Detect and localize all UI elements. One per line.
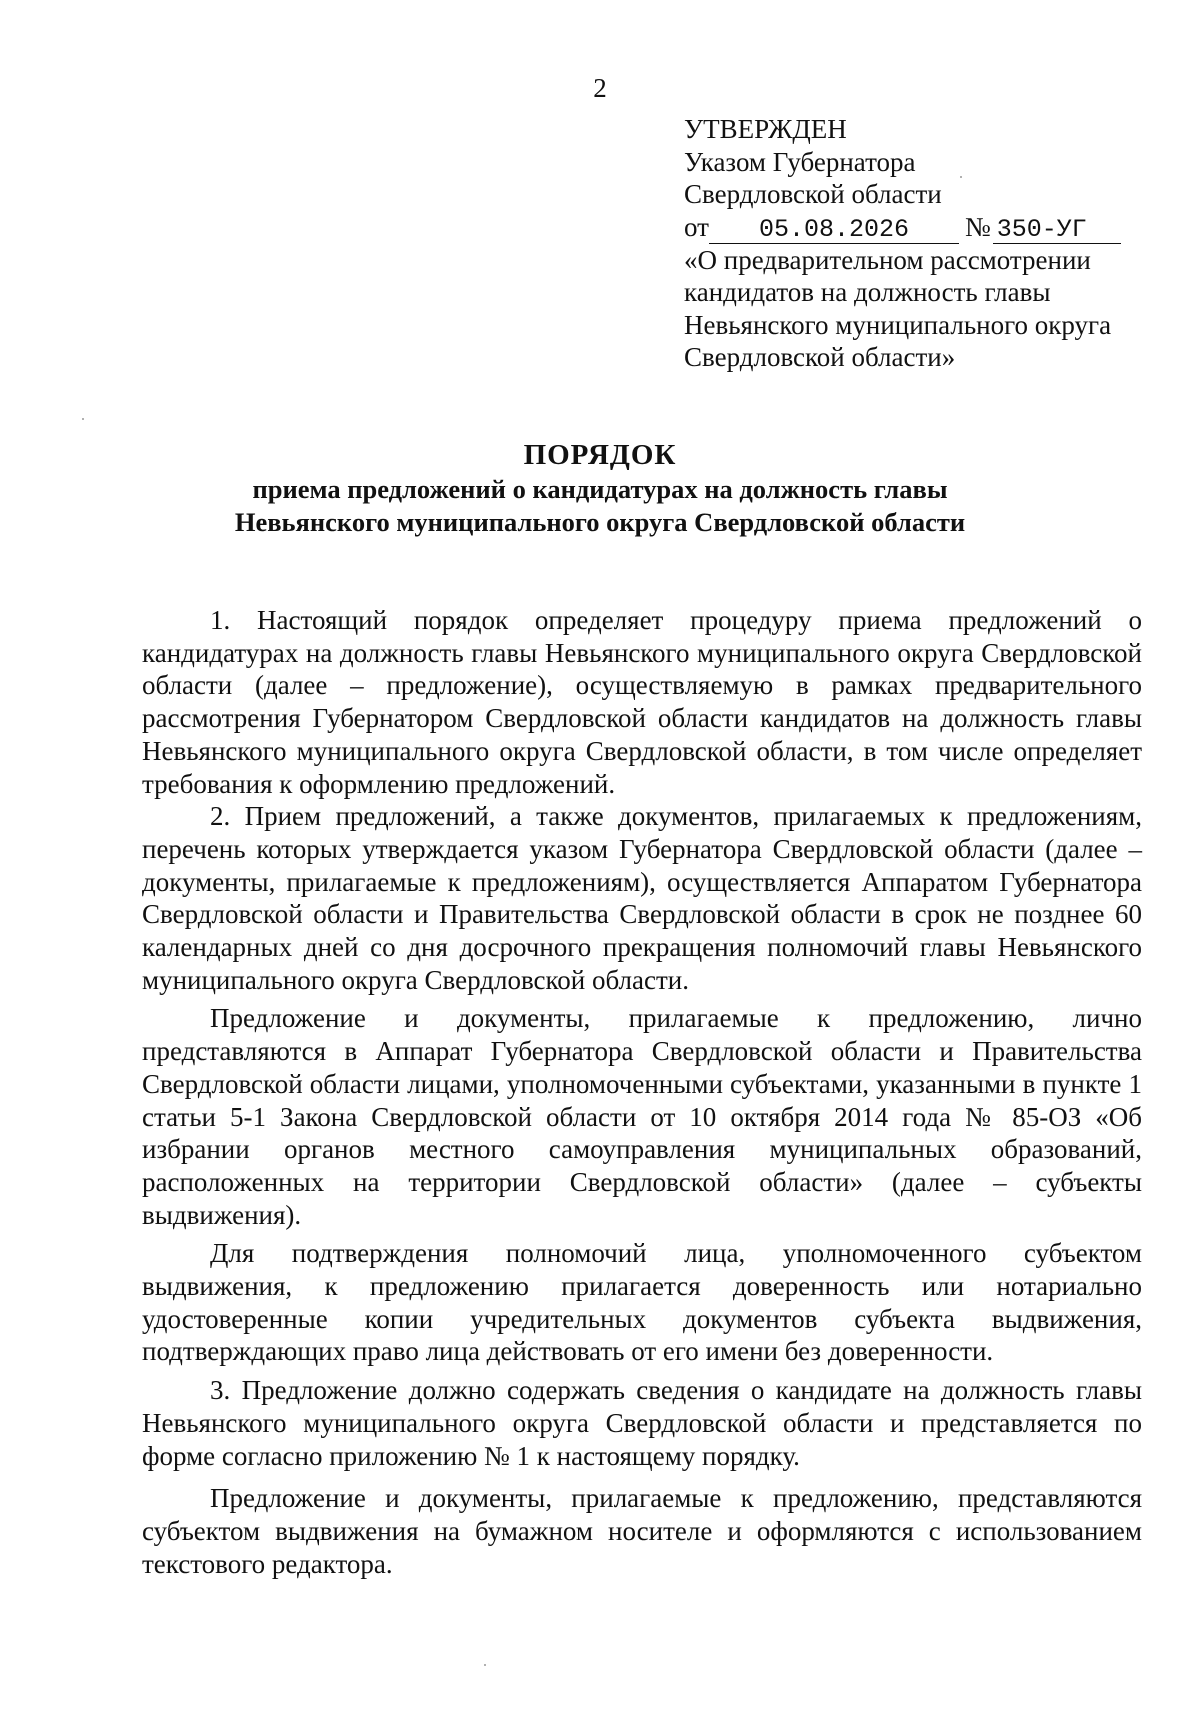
paragraph-2: 2. Прием предложений, а также документов, прилагаемых к предложениям, перечень которых утверждается указом Губернатора Свердловской области (далее – документы, прилагаемые к предложениям), осуществляется Аппаратом Губернатора Свердловской области и Правительства Свердловской области в срок не позднее 60 календарных дней со дня досрочного прекращения полномочий главы Невьянского муниципального округа Свердловской области. [142, 801, 1142, 995]
approval-line-1: Указом Губернатора [684, 146, 916, 177]
approval-subject-line-1: «О предварительном рассмотрении [684, 244, 1091, 275]
approval-line-2: Свердловской области [684, 179, 942, 209]
approval-date-row [684, 211, 1154, 244]
paragraph-5: 3. Предложение должно содержать сведения о кандидате на должность главы Невьянского муниципального округа Свердловской области и представляется по форме согласно приложению № 1 к настоящему порядку. [142, 1375, 1142, 1471]
decree-date: 05.08.2026 [709, 217, 959, 244]
scan-speck [484, 1664, 486, 1666]
document-title [0, 437, 1200, 539]
approval-status: УТВЕРЖДЕН [684, 114, 847, 144]
scan-speck [960, 176, 962, 178]
approval-subject-line-2: кандидатов на должность главы [684, 277, 1051, 307]
scan-speck [82, 418, 84, 420]
paragraph-3: Предложение и документы, прилагаемые к предложению, лично представляются в Аппарат Губернатора Свердловской области и Правительства Свердловской области лицами, уполномоченными субъектами, указанными в пункте 1 статьи 5-1 Закона Свердловской области от 10 октября 2014 года № 85-ОЗ «Об избрании органов местного самоуправления муниципальных образований, расположенных на территории Свердловской области» (далее – субъекты выдвижения). [142, 1003, 1142, 1230]
paragraph-1: 1. Настоящий порядок определяет процедуру приема предложений о кандидатурах на должность главы Невьянского муниципального округа Свердловской области (далее – предложение), осуществляемую в рамках предварительного рассмотрения Губернатором Свердловской области кандидатов на должность главы Невьянского муниципального округа Свердловской области, в том числе определяет требования к оформлению предложений. [142, 605, 1142, 799]
document-body [142, 604, 1142, 1580]
paragraph-4: Для подтверждения полномочий лица, уполномоченного субъектом выдвижения, к предложению прилагается доверенность или нотариально удостоверенные копии учредительных документов субъекта выдвижения, подтверждающих право лица действовать от его имени без доверенности. [142, 1238, 1142, 1367]
paragraph-6: Предложение и документы, прилагаемые к предложению, представляются субъектом выдвижения на бумажном носителе и оформляются с использованием текстового редактора. [142, 1483, 1142, 1579]
date-prefix: от [684, 211, 709, 242]
title-sub-line-1: приема предложений о кандидатурах на должность главы [252, 474, 948, 504]
decree-number: 350-УГ [993, 217, 1121, 244]
page-number: 2 [593, 73, 607, 103]
approval-subject-line-4: Свердловской области» [684, 342, 956, 372]
approval-subject-line-3: Невьянского муниципального округа [684, 309, 1112, 340]
number-sign: № [964, 211, 991, 242]
approval-stamp [684, 113, 1154, 374]
title-sub-line-2: Невьянского муниципального округа Свердловской области [234, 507, 966, 537]
title-main: ПОРЯДОК [523, 439, 677, 471]
